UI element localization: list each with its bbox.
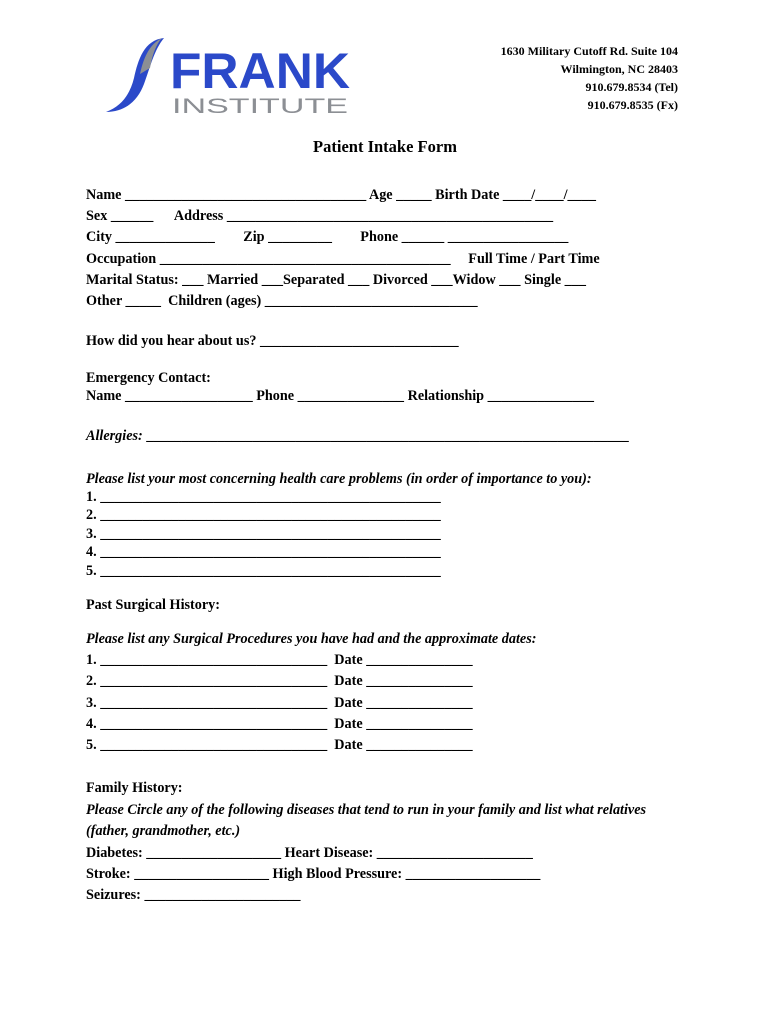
- hear-about-line[interactable]: How did you hear about us? ____________________________: [86, 333, 459, 349]
- diabetes-heart-line[interactable]: Diabetes: ___________________ Heart Disease: ______________________: [86, 845, 533, 861]
- concerns-prompt: Please list your most concerning health care problems (in order of importance to you):: [86, 471, 592, 487]
- other-children-line[interactable]: Other _____ Children (ages) ______________________________: [86, 293, 478, 309]
- frank-institute-logo: [104, 34, 354, 116]
- concern-item-3[interactable]: 3. ________________________________________________: [86, 526, 441, 542]
- emergency-contact-label: Emergency Contact:: [86, 370, 211, 386]
- allergies-blank[interactable]: ____________________________________________________________________: [142, 428, 629, 444]
- surgery-item-2[interactable]: 2. ________________________________ Date _______________: [86, 673, 473, 689]
- occupation-line[interactable]: Occupation _________________________________________ Full Time / Part Time: [86, 251, 600, 267]
- concern-item-1[interactable]: 1. ________________________________________________: [86, 489, 441, 505]
- past-surgical-heading: Past Surgical History:: [86, 597, 220, 613]
- stroke-bp-line[interactable]: Stroke: ___________________ High Blood Pressure: ___________________: [86, 866, 541, 882]
- family-history-heading: Family History:: [86, 780, 183, 796]
- allergies-line[interactable]: [86, 427, 629, 445]
- address-tel: 910.679.8534 (Tel): [585, 80, 678, 94]
- form-title: Patient Intake Form: [313, 137, 457, 156]
- address-city: Wilmington, NC 28403: [560, 62, 678, 76]
- emergency-contact-fields[interactable]: Name __________________ Phone _______________ Relationship _______________: [86, 388, 594, 404]
- surgery-item-4[interactable]: 4. ________________________________ Date _______________: [86, 716, 473, 732]
- address-fax: 910.679.8535 (Fx): [587, 98, 678, 112]
- family-prompt-line-2: (father, grandmother, etc.): [86, 823, 241, 839]
- marital-status-line[interactable]: Marital Status: ___ Married ___Separated ___ Divorced ___Widow ___ Single ___: [86, 272, 586, 288]
- surgery-item-3[interactable]: 3. ________________________________ Date _______________: [86, 695, 473, 711]
- allergies-label: Allergies:: [86, 428, 143, 444]
- clinic-address: [501, 42, 678, 114]
- concern-item-4[interactable]: 4. ________________________________________________: [86, 544, 441, 560]
- family-prompt-line-1: Please Circle any of the following diseases that tend to run in your family and list what relatives: [86, 802, 647, 818]
- concern-item-2[interactable]: 2. ________________________________________________: [86, 507, 441, 523]
- logo-swoosh-icon: [106, 38, 164, 112]
- name-age-birthdate-line[interactable]: Name __________________________________ Age _____ Birth Date ____/____/____: [86, 187, 596, 203]
- seizures-line[interactable]: Seizures: ______________________: [86, 887, 301, 903]
- city-zip-phone-line[interactable]: City ______________ Zip _________ Phone ______ _________________: [86, 229, 569, 245]
- concern-item-5[interactable]: 5. ________________________________________________: [86, 563, 441, 579]
- sex-address-line[interactable]: Sex ______ Address ______________________________________________: [86, 208, 554, 224]
- logo-sub-text: INSTITUTE: [172, 95, 348, 116]
- surgery-item-5[interactable]: 5. ________________________________ Date _______________: [86, 737, 473, 753]
- surgical-prompt: Please list any Surgical Procedures you have had and the approximate dates:: [86, 631, 537, 647]
- address-street: 1630 Military Cutoff Rd. Suite 104: [500, 44, 678, 58]
- logo-brand-text: FRANK: [170, 43, 350, 99]
- surgery-item-1[interactable]: 1. ________________________________ Date _______________: [86, 652, 473, 668]
